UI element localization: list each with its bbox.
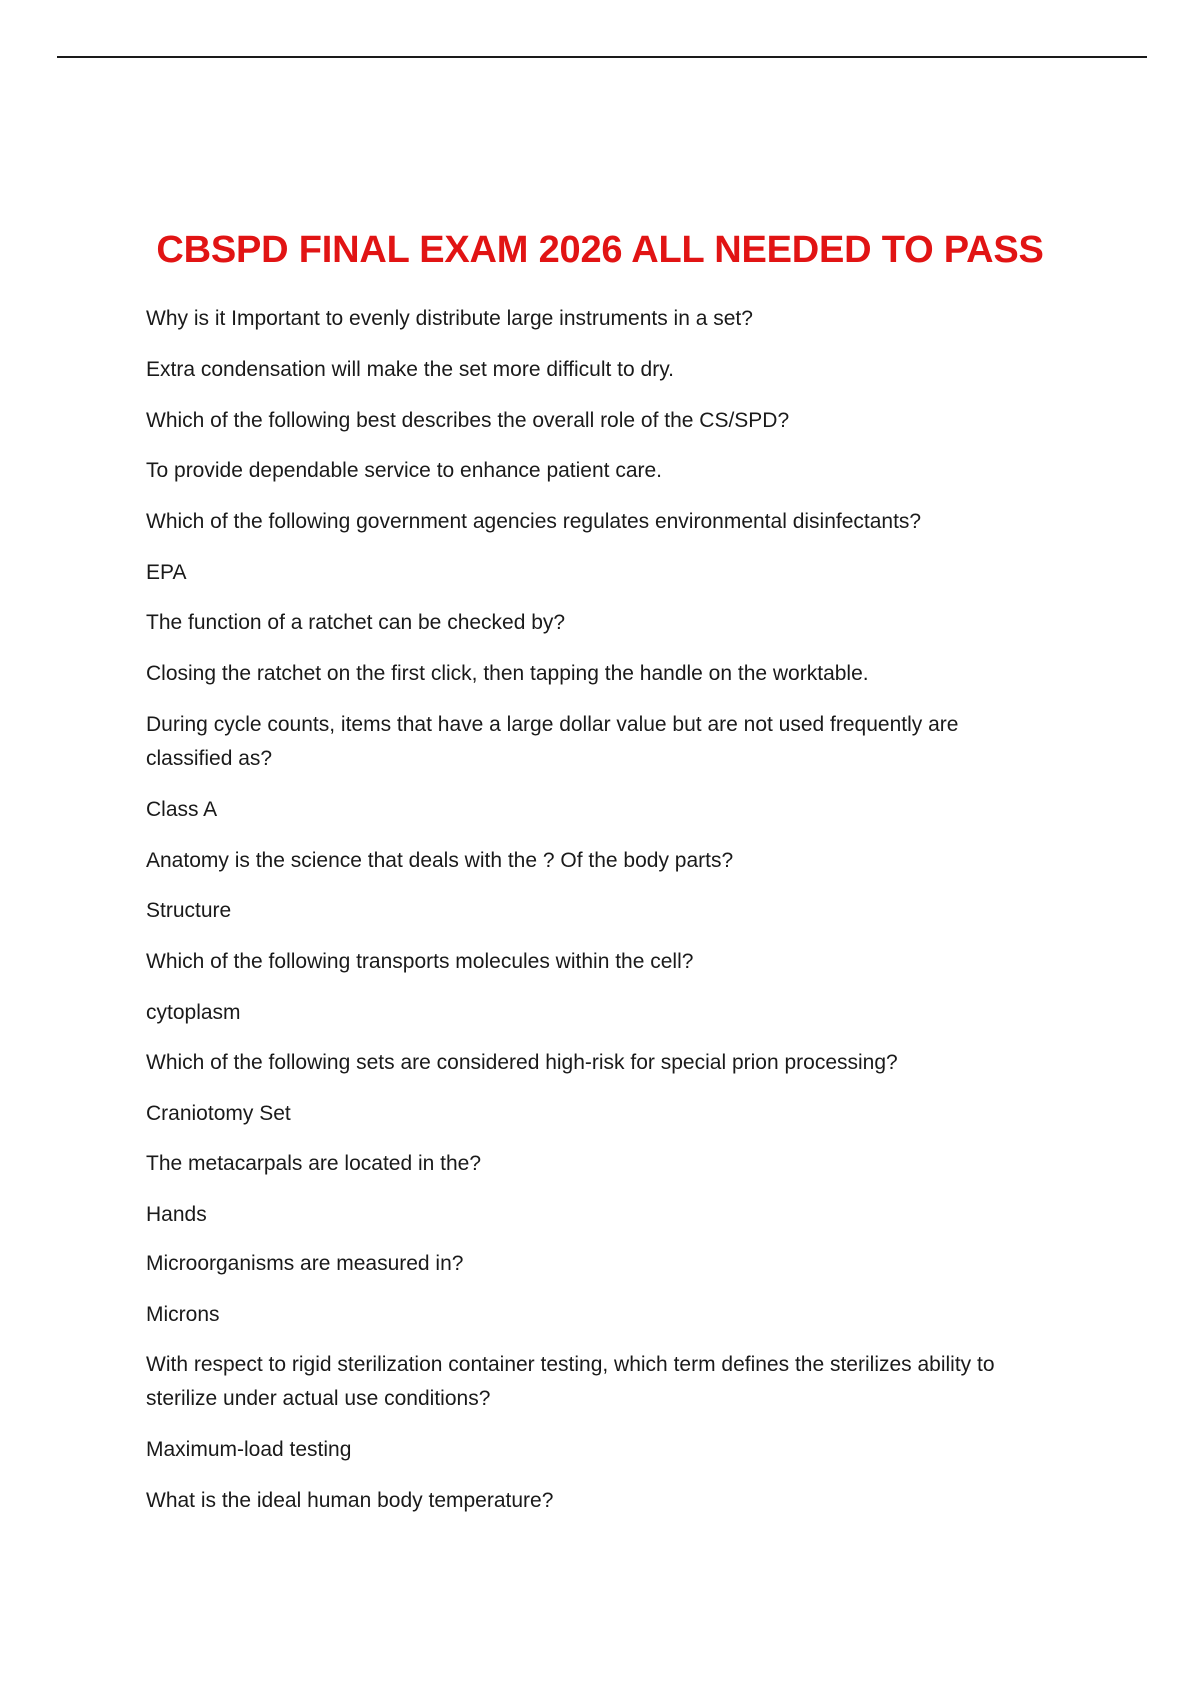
question-5: During cycle counts, items that have a large dollar value but are not used frequently are classified as?: [146, 713, 959, 770]
answer-5: Class A: [146, 798, 218, 821]
answer-10: Microns: [146, 1303, 220, 1326]
answer-4: Closing the ratchet on the first click, then tapping the handle on the worktable.: [146, 662, 869, 685]
question-3: Which of the following government agencies regulates environmental disinfectants?: [146, 510, 922, 533]
top-rule: [57, 56, 1147, 58]
question-2: Which of the following best describes the overall role of the CS/SPD?: [146, 409, 790, 432]
question-12: What is the ideal human body temperature?: [146, 1489, 554, 1512]
question-1: Why is it Important to evenly distribute large instruments in a set?: [146, 307, 753, 330]
document-title: CBSPD FINAL EXAM 2026 ALL NEEDED TO PASS: [156, 229, 1044, 271]
answer-8: Craniotomy Set: [146, 1102, 291, 1125]
question-4: The function of a ratchet can be checked by?: [146, 611, 566, 634]
answer-11: Maximum-load testing: [146, 1438, 352, 1461]
answer-6: Structure: [146, 899, 232, 922]
answer-1: Extra condensation will make the set more difficult to dry.: [146, 358, 674, 381]
question-9: The metacarpals are located in the?: [146, 1152, 482, 1175]
answer-3: EPA: [146, 561, 187, 584]
question-11: With respect to rigid sterilization container testing, which term defines the sterilizes ability to sterilize under actual use conditions?: [146, 1353, 995, 1410]
question-8: Which of the following sets are considered high-risk for special prion processing?: [146, 1051, 898, 1074]
question-6: Anatomy is the science that deals with the ? Of the body parts?: [146, 849, 734, 872]
answer-2: To provide dependable service to enhance patient care.: [146, 459, 663, 482]
answer-7: cytoplasm: [146, 1001, 241, 1024]
question-10: Microorganisms are measured in?: [146, 1252, 464, 1275]
answer-9: Hands: [146, 1203, 207, 1226]
question-7: Which of the following transports molecules within the cell?: [146, 950, 694, 973]
